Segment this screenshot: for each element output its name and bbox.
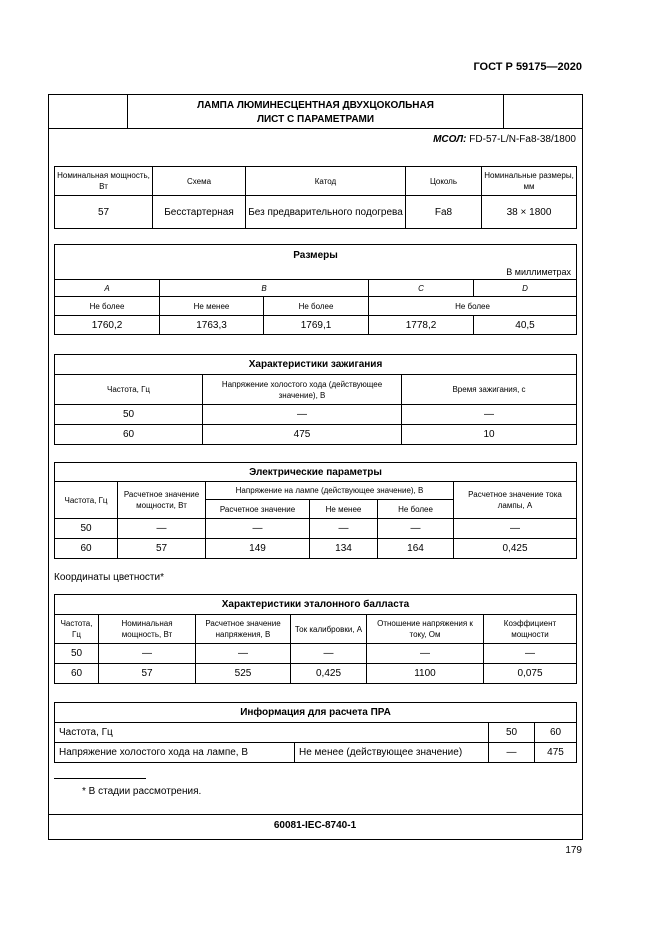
table-cell: — xyxy=(367,644,484,664)
table-cell: — xyxy=(203,405,402,425)
ignition-header: Время зажигания, с xyxy=(402,375,577,405)
header-power: Номинальная мощность, Вт xyxy=(55,167,153,196)
value-cap: Fa8 xyxy=(406,196,482,229)
table-cell: 50 xyxy=(489,723,535,743)
chromaticity-note: Координаты цветности* xyxy=(54,572,164,583)
dim-limit: Не более xyxy=(55,297,160,316)
dimensions-title: Размеры xyxy=(293,250,338,261)
table-cell: — xyxy=(99,644,196,664)
footnote: * В стадии рассмотрения. xyxy=(82,786,202,797)
dim-limit: Не менее xyxy=(160,297,264,316)
value-cathode: Без предварительного подогрева xyxy=(246,196,406,229)
electrical-title: Электрические параметры xyxy=(55,463,577,482)
dimensions-table xyxy=(54,244,577,335)
electrical-header-power: Расчетное значение мощности, Вт xyxy=(118,482,206,519)
table-cell: — xyxy=(378,519,454,539)
document-code: ГОСТ Р 59175—2020 xyxy=(473,61,582,73)
dim-value: 1763,3 xyxy=(160,316,264,335)
footer-divider xyxy=(48,814,582,815)
title-block-divider-right xyxy=(503,94,504,129)
table-cell: 60 xyxy=(55,539,118,559)
table-cell: 50 xyxy=(55,405,203,425)
value-scheme: Бесстартерная xyxy=(153,196,246,229)
ballast-header: Коэффициент мощности xyxy=(484,615,577,644)
table-cell: 475 xyxy=(535,743,577,763)
table-cell: 0,425 xyxy=(454,539,577,559)
dim-letter-c: C xyxy=(369,280,474,297)
ballast-header: Частота, Гц xyxy=(55,615,99,644)
ballast-header: Номинальная мощность, Вт xyxy=(99,615,196,644)
electrical-header-frequency: Частота, Гц xyxy=(55,482,118,519)
dim-limit: Не более xyxy=(369,297,577,316)
dim-value: 1769,1 xyxy=(264,316,369,335)
ignition-header: Частота, Гц xyxy=(55,375,203,405)
dim-value: 1778,2 xyxy=(369,316,474,335)
table-cell: 60 xyxy=(55,664,99,684)
sheet-code: 60081-IEC-8740-1 xyxy=(273,820,357,831)
table-cell: 0,425 xyxy=(291,664,367,684)
electrical-header-current: Расчетное значение тока лампы, А xyxy=(454,482,577,519)
table-cell: — xyxy=(310,519,378,539)
pra-frequency-label: Частота, Гц xyxy=(55,723,489,743)
pra-title: Информация для расчета ПРА xyxy=(55,703,577,723)
dim-value: 1760,2 xyxy=(55,316,160,335)
table-cell: — xyxy=(489,743,535,763)
dim-letter-a: A xyxy=(55,280,160,297)
dimensions-unit: В миллиметрах xyxy=(506,267,572,277)
electrical-header-min: Не менее xyxy=(310,500,378,519)
table-cell: 60 xyxy=(55,425,203,445)
pra-table xyxy=(54,702,577,763)
table-cell: — xyxy=(291,644,367,664)
dim-limit: Не более xyxy=(264,297,369,316)
table-cell: — xyxy=(118,519,206,539)
table-cell: 50 xyxy=(55,644,99,664)
table-cell: 10 xyxy=(402,425,577,445)
table-cell: 60 xyxy=(535,723,577,743)
ballast-header: Ток калибровки, А xyxy=(291,615,367,644)
ballast-table xyxy=(54,594,577,684)
table-cell: — xyxy=(454,519,577,539)
pra-voltage-condition: Не менее (действующее значение) xyxy=(295,743,489,763)
table-cell: 0,075 xyxy=(484,664,577,684)
table-cell: 525 xyxy=(196,664,291,684)
header-cap: Цоколь xyxy=(406,167,482,196)
table-cell: 134 xyxy=(310,539,378,559)
msol-designation xyxy=(360,134,576,145)
lamp-main-table xyxy=(54,166,577,229)
ignition-table xyxy=(54,354,577,445)
table-cell: — xyxy=(402,405,577,425)
table-cell: 149 xyxy=(206,539,310,559)
table-cell: 50 xyxy=(55,519,118,539)
table-cell: 57 xyxy=(118,539,206,559)
ignition-title: Характеристики зажигания xyxy=(55,355,577,375)
value-dimensions: 38 × 1800 xyxy=(482,196,577,229)
ballast-header: Расчетное значение напряжения, В xyxy=(196,615,291,644)
pra-voltage-label: Напряжение холостого хода на лампе, В xyxy=(55,743,295,763)
table-cell: — xyxy=(196,644,291,664)
page-number: 179 xyxy=(565,845,582,856)
dim-letter-d: D xyxy=(474,280,577,297)
table-cell: 1100 xyxy=(367,664,484,684)
electrical-table xyxy=(54,462,577,559)
ballast-header: Отношение напряжения к току, Ом xyxy=(367,615,484,644)
table-cell: — xyxy=(484,644,577,664)
msol-value: FD-57-L/N-Fa8-38/1800 xyxy=(469,134,576,145)
table-cell: 164 xyxy=(378,539,454,559)
table-cell: 57 xyxy=(99,664,196,684)
sheet-title-line2: ЛИСТ С ПАРАМЕТРАМИ xyxy=(256,114,375,125)
ballast-title: Характеристики эталонного балласта xyxy=(55,595,577,615)
value-power: 57 xyxy=(55,196,153,229)
header-dimensions: Номинальные размеры, мм xyxy=(482,167,577,196)
dim-letter-b: B xyxy=(160,280,369,297)
dim-value: 40,5 xyxy=(474,316,577,335)
table-cell: — xyxy=(206,519,310,539)
table-cell: 475 xyxy=(203,425,402,445)
electrical-header-max: Не более xyxy=(378,500,454,519)
ignition-header: Напряжение холостого хода (действующее значение), В xyxy=(203,375,402,405)
header-scheme: Схема xyxy=(153,167,246,196)
electrical-header-voltage: Напряжение на лампе (действующее значение), В xyxy=(206,482,454,500)
title-block-divider xyxy=(48,128,582,129)
msol-label: МСОЛ: xyxy=(433,134,467,145)
header-cathode: Катод xyxy=(246,167,406,196)
footnote-rule xyxy=(54,778,146,779)
electrical-header-calc: Расчетное значение xyxy=(206,500,310,519)
sheet-title-line1: ЛАМПА ЛЮМИНЕСЦЕНТНАЯ ДВУХЦОКОЛЬНАЯ xyxy=(197,100,434,111)
